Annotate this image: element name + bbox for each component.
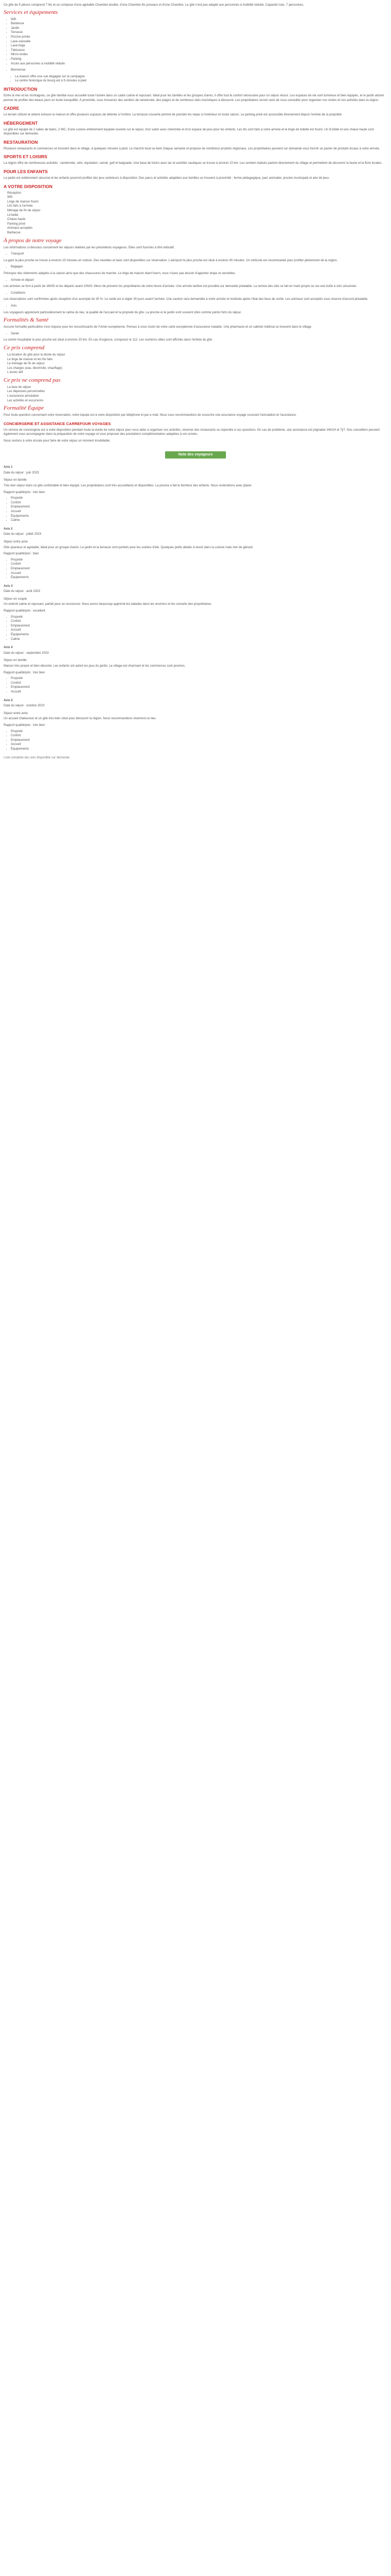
review-date: Date du séjour : juillet 2023 bbox=[4, 533, 41, 536]
proposition-item: Ménage de fin de séjour bbox=[7, 209, 41, 213]
bagages-head bbox=[4, 265, 387, 269]
review-service: • Emplacement bbox=[11, 624, 387, 629]
review-date: Date du séjour : octobre 2023 bbox=[4, 704, 45, 708]
page-content bbox=[0, 0, 391, 760]
avis-text: Les voyageurs apprécient particulièrement le calme du lieu, la qualité de l'accueil et la propreté du gîte. La piscine et le jardin sont souvent cités comme points forts du séjour. bbox=[4, 311, 242, 314]
intro-text: Ce gîte de 5 pièces comprend 7 lits et se compose d'une agréable Chambre double, d'une Chambre lits jumeaux et d'une Chambre, Le gîte n'est pas adapté aux personnes à mobilité réduite. Capacité max. 7 personnes. bbox=[4, 4, 304, 7]
environnement-list bbox=[4, 68, 387, 73]
review-label: Séjour entre amis bbox=[4, 711, 28, 715]
cadre-title: CADRE bbox=[4, 106, 20, 111]
review-text: Très bon séjour dans ce gîte confortable et bien équipé. Les propriétaires sont très accueillants et disponibles. La piscine a fait le bonheur des enfants. Nous reviendrons avec plaisir. bbox=[4, 484, 252, 487]
review-pricing: Rapport qualité/prix : bien bbox=[4, 552, 39, 556]
review-name: Avis 4 bbox=[4, 646, 13, 650]
transport-label: • Transport bbox=[11, 252, 387, 257]
bagages-label: • Bagages bbox=[11, 265, 387, 269]
review-service: • Emplacement bbox=[11, 567, 387, 571]
environnement-items bbox=[4, 75, 387, 83]
proposition-item: Wifi bbox=[7, 196, 12, 199]
sports-title: SPORTS ET LOISIRS bbox=[4, 154, 47, 160]
review-service: • Emplacement bbox=[11, 685, 387, 690]
review-date: Date du séjour : septembre 2023 bbox=[4, 651, 49, 655]
review-service: • Équipements bbox=[11, 747, 387, 752]
review-entry bbox=[4, 646, 387, 694]
proposition-item: Chaise haute bbox=[7, 218, 26, 222]
review-label: Séjour en famille bbox=[4, 659, 27, 663]
proposition-item: Lits faits à l'arrivée bbox=[7, 205, 33, 208]
review-date: Date du séjour : août 2023 bbox=[4, 590, 40, 594]
service-item: • Lave-linge bbox=[11, 44, 387, 48]
formalites-text: Aucune formalité particulière n'est requise pour les ressortissants de l'Union européenne. Pensez à vous munir de votre carte européenne d'assurance maladie. Une pharmacie et un cabinet médical se trouvent dans le village. bbox=[4, 326, 313, 329]
cadre-text: Le terrain clôturé et arboré entoure la maison et offre plusieurs espaces de détente à l'ombre. La terrasse couverte permet de prendre les repas à l'extérieur en toute saison. Le parking privé est accessible directement depuis l'entrée de la propriété. bbox=[4, 113, 343, 117]
sports-text: La région offre de nombreuses activités : randonnée, vélo, équitation, canoë, golf et baignade. Une base de loisirs avec lac et activités nautiques se trouve à environ 10 km. Les sentiers balisés partent directement du village et permettent de découvrir la faune et la flore locales. bbox=[4, 162, 382, 165]
review-service: • Propreté bbox=[11, 730, 387, 734]
review-services bbox=[4, 676, 387, 694]
review-service: • Confort bbox=[11, 681, 387, 686]
avis-head bbox=[4, 304, 387, 309]
review-service: • Accueil bbox=[11, 628, 387, 633]
review-service: • Propreté bbox=[11, 496, 387, 501]
review-service: • Équipements bbox=[11, 514, 387, 519]
review-service: • Emplacement bbox=[11, 738, 387, 743]
review-text: Un accueil chaleureux et un gîte très bien situé pour découvrir la région. Nous recommandons vivement ce lieu. bbox=[4, 717, 157, 721]
review-service: • Emplacement bbox=[11, 505, 387, 510]
service-item: • Terrasse bbox=[11, 30, 387, 35]
prix-comprend-item: Les charges (eau, électricité, chauffage) bbox=[7, 366, 62, 370]
review-pricing: Rapport qualité/prix : très bien bbox=[4, 723, 45, 727]
proposition-item: Réception bbox=[7, 191, 22, 195]
review-service: • Propreté bbox=[11, 676, 387, 681]
transport-text: La gare la plus proche se trouve à environ 15 minutes en voiture. Des navettes et taxis sont disponibles sur réservation. L'aéroport le plus proche est situé à environ 45 minutes. Un véhicule est recommandé pour profiter pleinement de la région. bbox=[4, 259, 338, 262]
prix-comprend-list bbox=[4, 353, 387, 375]
review-service: • Confort bbox=[11, 501, 387, 505]
hebergement-title: HÉBERGEMENT bbox=[4, 120, 38, 126]
review-pricing: Rapport qualité/prix : très bien bbox=[4, 490, 45, 494]
review-entry bbox=[4, 465, 387, 523]
avis-label: • Avis bbox=[11, 304, 387, 309]
sante-label: • Santé bbox=[11, 332, 387, 336]
transport-head bbox=[4, 252, 387, 257]
bagages-text: Prévoyez des vêtements adaptés à la saison ainsi que des chaussures de marche. Le linge de maison étant fourni, vous n'avez pas besoin d'apporter draps et serviettes. bbox=[4, 272, 236, 275]
review-name: Avis 2 bbox=[4, 527, 13, 531]
review-text: Gîte spacieux et agréable, idéal pour un groupe d'amis. Le jardin et la terrasse sont parfaits pour les soirées d'été. Quelques petits détails à revoir dans la cuisine mais rien de gênant. bbox=[4, 546, 254, 549]
review-service: • Accueil bbox=[11, 690, 387, 694]
review-service: • Accueil bbox=[11, 510, 387, 514]
restauration-text: Plusieurs restaurants et commerces se trouvent dans le village, à quelques minutes à pied. Le marché local se tient chaque semaine et propose de nombreux produits régionaux. Les propriétaires peuvent sur demande vous fournir un panier de produits locaux à votre arrivée. bbox=[4, 147, 380, 150]
conciergerie-closing: Nous restons à votre écoute pour faire de votre séjour un moment inoubliable. bbox=[4, 439, 111, 443]
proposition-item: Animaux acceptés bbox=[7, 227, 33, 230]
voyagers-bar[interactable]: Note des voyageurs bbox=[165, 451, 226, 459]
prix-pas-item: Les dépenses personnelles bbox=[7, 390, 45, 394]
propositions-list bbox=[4, 191, 387, 235]
propositions-title: A VOTRE DISPOSITION bbox=[4, 183, 53, 189]
review-service: • Propreté bbox=[11, 558, 387, 563]
arrivee-text: Les arrivées se font à partir de 16h00 et les départs avant 10h00. Merci de prévenir les propriétaires de votre heure d'arrivée. Une arrivée tardive est possible sur demande préalable. La remise des clés se fait en main propre ou via une boîte à clés sécurisée. bbox=[4, 285, 357, 289]
introduction-text: Entre la mer et les montagnes, ce gîte familial vous accueille toute l'année dans un cadre calme et reposant. Idéal pour les familles et les groupes d'amis, il offre tout le confort nécessaire pour un séjour réussi. Les espaces de vie sont lumineux et bien équipés, et le jardin arboré permet de profiter des beaux jours en toute tranquillité. À proximité, vous trouverez des sentiers de randonnée, des plages et de nombreux sites touristiques à découvrir. Les propriétaires seront ravis de vous conseiller pour organiser vos visites et vos activités dans la région. bbox=[4, 94, 384, 102]
review-services bbox=[4, 558, 387, 580]
review-service: • Équipements bbox=[11, 575, 387, 580]
review-services bbox=[4, 496, 387, 523]
review-service: • Calme bbox=[11, 518, 387, 523]
review-date: Date du séjour : juin 2023 bbox=[4, 471, 39, 474]
review-name: Avis 1 bbox=[4, 466, 13, 469]
review-service: • Confort bbox=[11, 734, 387, 738]
prix-comprend-item: Le ménage de fin de séjour bbox=[7, 362, 45, 366]
voyagers-bar-row bbox=[4, 449, 387, 462]
conciergerie-title: CONCIERGERIE ET ASSISTANCE CARREFOUR VOYAGES bbox=[4, 421, 111, 426]
service-item: • Parking bbox=[11, 57, 387, 62]
proposition-item: Barbecue bbox=[7, 231, 21, 234]
proposition-item: Linge de maison fourni bbox=[7, 200, 39, 204]
formalites-title: Formalités & Santé bbox=[4, 317, 48, 324]
review-service: • Confort bbox=[11, 619, 387, 624]
prix-comprend-title: Ce prix comprend bbox=[4, 344, 45, 351]
footer-note: Liste complète des avis disponible sur demande. bbox=[4, 756, 71, 759]
assurance-title: Formalité Équipe bbox=[4, 405, 44, 412]
services-title: Services et équipements bbox=[4, 9, 58, 15]
assurance-text: Pour toute question concernant votre réservation, notre équipe est à votre disposition par téléphone et par e-mail. Nous vous recommandons de souscrire une assurance voyage couvrant l'annulation et l'assistance. bbox=[4, 414, 297, 417]
prix-comprend-item: L'accès wifi bbox=[7, 371, 23, 375]
prix-pas-item: La taxe de séjour bbox=[7, 385, 31, 389]
prix-pas-item: L'assurance annulation bbox=[7, 395, 39, 398]
conditions-label: • Conditions bbox=[11, 291, 387, 296]
proximite-title: POUR LES ENFANTS bbox=[4, 169, 48, 175]
review-label: Séjour entre amis bbox=[4, 540, 28, 544]
service-item: • Piscine privée bbox=[11, 35, 387, 40]
review-text: Un endroit calme et reposant, parfait pour se ressourcer. Nous avons beaucoup apprécié les balades dans les environs et les conseils des propriétaires. bbox=[4, 603, 212, 606]
service-item: • Télévision bbox=[11, 48, 387, 53]
review-name: Avis 3 bbox=[4, 584, 13, 588]
review-label: Séjour en couple bbox=[4, 597, 27, 601]
review-services bbox=[4, 730, 387, 752]
arrivee-head bbox=[4, 278, 387, 283]
review-service: • Calme bbox=[11, 637, 387, 642]
review-service: • Propreté bbox=[11, 615, 387, 620]
service-item: • Accès aux personnes à mobilité réduite bbox=[11, 62, 387, 66]
arrivee-label: • Arrivée et départ bbox=[11, 278, 387, 283]
service-item: • Jardin bbox=[11, 26, 387, 31]
review-pricing: Rapport qualité/prix : très bien bbox=[4, 671, 45, 674]
environnement-item: • Le centre historique du bourg est à 5 minutes à pied bbox=[15, 79, 387, 83]
review-service: • Confort bbox=[11, 562, 387, 567]
review-service: • Équipements bbox=[11, 633, 387, 637]
service-item: • Wifi bbox=[11, 18, 387, 22]
service-item: • Lave-vaisselle bbox=[11, 40, 387, 44]
review-label: Séjour en famille bbox=[4, 479, 27, 482]
restauration-title: RESTAURATION bbox=[4, 139, 38, 145]
review-entry bbox=[4, 699, 387, 752]
conditions-text: Les réservations sont confirmées après réception d'un acompte de 30 %. Le solde est à régler 30 jours avant l'arrivée. Une caution sera demandée à votre arrivée et restituée après l'état des lieux de sortie. Les animaux sont acceptés sous réserve d'accord préalable. bbox=[4, 298, 368, 301]
conditions-head bbox=[4, 291, 387, 296]
review-services bbox=[4, 615, 387, 642]
prix-comprend-item: La location du gîte pour la durée du séjour bbox=[7, 353, 66, 357]
proximite-text: Le jardin est entièrement sécurisé et les enfants pourront profiter des jeux extérieurs à disposition. Des parcs et activités adaptées aux familles se trouvent à proximité : ferme pédagogique, parc animalier, piscine municipale et aire de jeux. bbox=[4, 177, 330, 180]
review-service: • Accueil bbox=[11, 742, 387, 747]
hebergement-text: Le gîte est équipé de 2 salles de bains, 2 WC, d'une cuisine entièrement équipée ouverte sur le séjour, d'un salon avec cheminée et d'un espace de jeux pour les enfants. Les lits sont faits à votre arrivée et le linge de toilette est fourni. Un lit bébé et une chaise haute sont disponibles sur demande. bbox=[4, 128, 374, 136]
environnement-label: • Bienvenue bbox=[11, 68, 387, 73]
sante-head bbox=[4, 332, 387, 336]
services-list bbox=[4, 18, 387, 66]
review-entry bbox=[4, 527, 387, 580]
review-entry bbox=[4, 584, 387, 642]
review-pricing: Rapport qualité/prix : excellent bbox=[4, 609, 45, 613]
conciergerie-text: Un service de conciergerie est à votre disposition pendant toute la durée de votre séjour pour vous aider à organiser vos activités, réserver des restaurants ou répondre à vos questions. En cas de problème, une assistance est joignable 24h/24 et 7j/7. Nos conseillers peuvent également vous accompagner dans la préparation de votre voyage et vous proposer des prestations complémentaires adaptées à vos envies. bbox=[4, 428, 380, 436]
proposition-item: Parking privé bbox=[7, 222, 26, 226]
prix-pas-item: Les activités et excursions bbox=[7, 399, 44, 402]
review-text: Maison très propre et bien décorée. Les enfants ont adoré les jeux du jardin. Le village est charmant et les commerces sont proches. bbox=[4, 665, 186, 668]
apropos-text: Les informations ci-dessous concernent les séjours réalisés par les précédents voyageurs. Elles sont fournies à titre indicatif. bbox=[4, 246, 175, 249]
introduction-title: INTRODUCTION bbox=[4, 86, 38, 92]
service-item: • Micro-ondes bbox=[11, 53, 387, 57]
proposition-item: Lit bébé bbox=[7, 213, 19, 217]
service-item: • Barbecue bbox=[11, 22, 387, 26]
environnement-item: • La maison offre une vue dégagée sur la campagne bbox=[15, 75, 387, 79]
review-service: • Accueil bbox=[11, 571, 387, 576]
prix-pas-list bbox=[4, 385, 387, 403]
prix-pas-title: Ce prix ne comprend pas bbox=[4, 377, 61, 383]
sante-text: Le centre hospitalier le plus proche est situé à environ 20 km. En cas d'urgence, composez le 112. Les numéros utiles sont affichés dans l'entrée du gîte. bbox=[4, 338, 213, 342]
apropos-title: À propos de notre voyage bbox=[4, 237, 62, 244]
prix-comprend-item: Le linge de maison et les lits faits bbox=[7, 358, 53, 361]
review-name: Avis 5 bbox=[4, 699, 13, 702]
